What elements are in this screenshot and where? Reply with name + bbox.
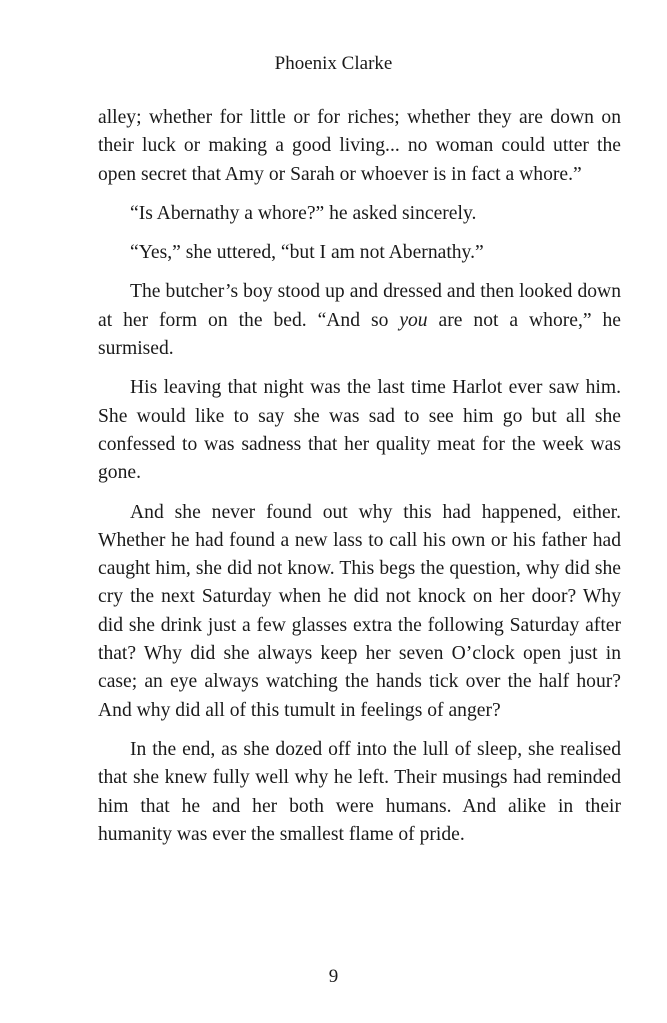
paragraph-1: alley; whether for little or for riches; whether they are down on their luck or making a good living... no woman could utter the open secret that Amy or Sarah or whoever is in fact a whore.” [98, 107, 621, 185]
paragraph-4-emphasis: you [399, 309, 428, 331]
paragraph-4 [98, 278, 621, 363]
paragraph-4-after: are not a whore,” he surmised. [98, 309, 621, 360]
paragraph-6: And she never found out why this had happened, either. Whether he had found a new lass to call his own or his father had caught him, she did not know. This begs the question, why did she cry the next Saturday when he did not knock on her door? Why did she drink just a few glasses extra the following Saturday after that? Why did she always keep her seven O’clock open just in case; an eye always watching the hands tick over the half hour? And why did all of this tumult in feelings of anger? [98, 501, 621, 721]
paragraph-5: His leaving that night was the last time Harlot ever saw him. She would like to say she was sad to see him go but all she confessed to was sadness that her quality meat for the week was gone. [98, 377, 621, 484]
body-text [98, 104, 621, 860]
paragraph-7: In the end, as she dozed off into the lull of sleep, she realised that she knew fully well why he left. Their musings had reminded him that he and her both were humans. And alike in their humanity was ever the smallest flame of pride. [98, 738, 621, 845]
paragraph-2: “Is Abernathy a whore?” he asked sincerely. [130, 202, 477, 224]
running-head-author: Phoenix Clarke [274, 53, 393, 74]
paragraph-4-before: The butcher’s boy stood up and dressed and then looked down at her form on the bed. “And so [98, 281, 621, 331]
page-number: 9 [328, 966, 339, 987]
paragraph-3: “Yes,” she uttered, “but I am not Abernathy.” [130, 242, 484, 264]
